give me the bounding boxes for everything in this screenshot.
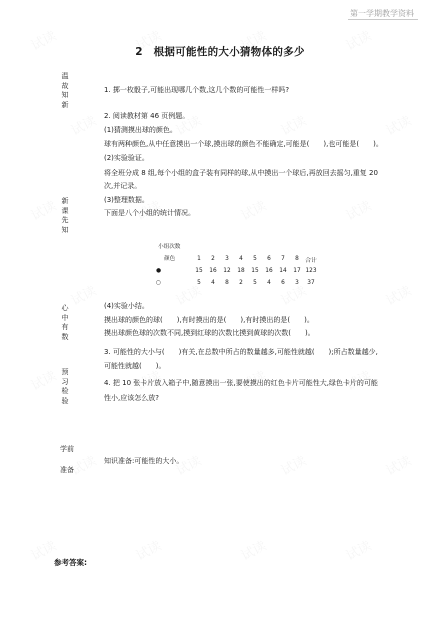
- table-cell: 5: [197, 280, 201, 286]
- step-1-text: 球有两种颜色,从中任意摸出一个球,摸出球的颜色不能确定,可能是( ),也可能是( )。: [104, 140, 383, 148]
- side-char: 温: [61, 72, 69, 80]
- table-cell: 2: [239, 280, 243, 286]
- watermark-text: [342, 535, 374, 564]
- side-char: 数: [61, 332, 69, 341]
- side-line: 准备: [60, 466, 74, 474]
- step-2-heading: (2)实验验证。: [104, 154, 149, 162]
- table-cell: 17: [293, 268, 301, 274]
- watermark-text: [237, 195, 269, 224]
- question-1: 1. 掷一枚骰子,可能出现哪几个数,这几个数的可能性一样吗?: [104, 86, 290, 94]
- question-3: 3. 可能性的大小与( )有关,在总数中所占的数量越多,可能性就越( );所占数量越少,: [104, 348, 378, 356]
- side-char: 验: [61, 396, 69, 405]
- header-text: 第一学期教学资料: [350, 9, 414, 18]
- table-cell: 37: [307, 280, 315, 286]
- table-diagonal-header: [156, 244, 192, 266]
- header-divider: [348, 19, 418, 20]
- question-4-cont: 性小,应该怎么放?: [104, 394, 159, 402]
- step-1-heading: (1)猜测摸出球的颜色。: [104, 126, 177, 134]
- table-cell: 16: [265, 268, 273, 274]
- step-3-heading: (3)整理数据。: [104, 196, 149, 204]
- watermark-text: [237, 535, 269, 564]
- header-bottom-label: 颜色: [164, 256, 176, 262]
- step-4-text: 摸出球的颜色的球( ),有时摸出的是( ),有时摸出的是( )。: [104, 316, 314, 324]
- side-label-new-lesson: [60, 197, 70, 235]
- side-char: 故: [61, 81, 69, 90]
- watermark-text: [382, 110, 414, 139]
- side-char: 习: [61, 377, 69, 386]
- side-line: 学前: [60, 445, 74, 453]
- watermark-text: [277, 110, 309, 139]
- watermark-text: [27, 365, 59, 394]
- side-label-preview: [60, 368, 70, 406]
- table-cell: 3: [295, 280, 299, 286]
- side-char: 新: [61, 100, 69, 109]
- side-char: 知: [61, 91, 69, 99]
- side-char: 课: [61, 206, 69, 215]
- table-cell: 4: [211, 280, 215, 286]
- table-header-cell: 5: [253, 256, 257, 262]
- side-char: 检: [61, 387, 69, 395]
- side-char: 预: [61, 368, 69, 376]
- table-cell: 123: [305, 268, 317, 274]
- table-cell: 8: [225, 280, 229, 286]
- step-3-text: 下面是八个小组的统计情况。: [104, 209, 195, 217]
- table-cell: 5: [253, 280, 257, 286]
- side-char: 先: [61, 216, 69, 224]
- table-cell: 4: [267, 280, 271, 286]
- table-header-cell: 6: [267, 256, 271, 262]
- table-cell: 15: [251, 268, 259, 274]
- side-label-review: [60, 72, 70, 110]
- watermark-text: [382, 280, 414, 309]
- table-cell: 14: [279, 268, 287, 274]
- side-char: 心: [61, 304, 69, 312]
- table-row: [156, 277, 318, 289]
- table-cell: 18: [237, 268, 245, 274]
- side-char: 新: [61, 197, 69, 205]
- red-ball-label: ●: [156, 268, 162, 274]
- yellow-ball-label: ○: [156, 280, 162, 286]
- table-row: [156, 265, 318, 277]
- side-char: 有: [61, 323, 69, 331]
- page-title: 2 根据可能性的大小猜物体的多少: [135, 46, 305, 58]
- side-char: 中: [61, 313, 69, 322]
- step-2-text: 将全班分成 8 组,每个小组的盒子装有同样的球,从中摸出一个球后,再放回去摇匀,重复 20: [104, 169, 378, 177]
- watermark-text: [342, 195, 374, 224]
- header-top-label: 小组次数: [158, 244, 181, 250]
- side-label-heart: [60, 304, 70, 342]
- question-4: 4. 把 10 张卡片放入箱子中,随意摸出一张,要使摸出的红色卡片可能性大,绿色卡片的可能: [104, 379, 378, 387]
- watermark-text: [67, 280, 99, 309]
- step-2-text-cont: 次,并记录。: [104, 182, 142, 190]
- question-3-cont: 可能性就越( )。: [104, 362, 166, 370]
- table-header-cell: 8: [295, 256, 299, 262]
- study-prep-text: 知识准备:可能性的大小。: [104, 457, 184, 465]
- table-cell: 6: [281, 280, 285, 286]
- step-4-text-cont: 摸出球颜色球的次数不同,摸到红球的次数比摸到黄球的次数( )。: [104, 329, 315, 337]
- table-cell: 16: [209, 268, 217, 274]
- watermark-text: [277, 450, 309, 479]
- step-4-heading: (4)实验小结。: [104, 302, 149, 310]
- watermark-text: [382, 450, 414, 479]
- table-header-cell: 4: [239, 256, 243, 262]
- watermark-text: [132, 535, 164, 564]
- table-header-cell: 2: [211, 256, 215, 262]
- table-header-cell: 7: [281, 256, 285, 262]
- answer-label: 参考答案:: [54, 558, 87, 567]
- table-header-cell: 3: [225, 256, 229, 262]
- watermark-text: [67, 110, 99, 139]
- question-2-intro: 2. 阅读教材第 46 页例题。: [104, 112, 190, 120]
- table-cell: 15: [195, 268, 203, 274]
- table-header-cell: 1: [197, 256, 201, 262]
- side-char: 知: [61, 225, 69, 234]
- table-header-cell: 合计: [305, 257, 317, 264]
- side-label-study-prep: [60, 445, 74, 475]
- watermark-text: [27, 195, 59, 224]
- table-cell: 12: [223, 268, 231, 274]
